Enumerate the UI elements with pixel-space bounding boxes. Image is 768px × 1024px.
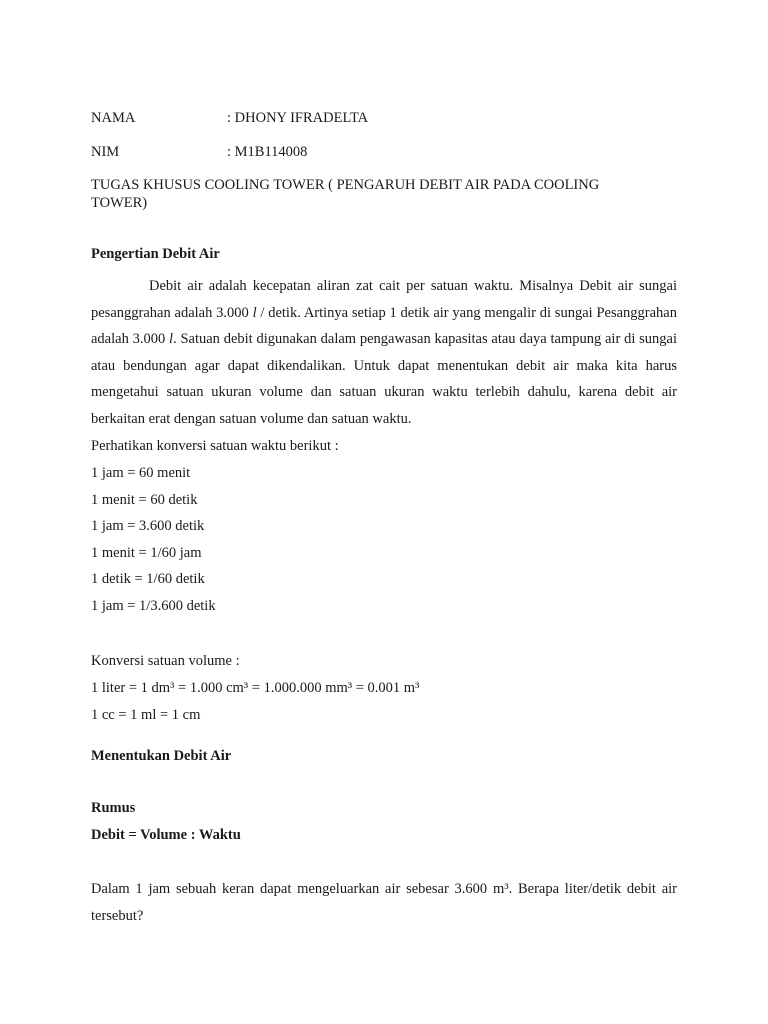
volume-conversion-intro: Konversi satuan volume : [91,653,240,669]
paragraph-text-1: Debit air adalah kecepatan aliran zat cait per satuan waktu. Misalnya Debit air sungai pesanggrahan adalah 3.000 [91,278,677,321]
time-conversion-item: 1 jam = 3.600 detik [91,518,205,534]
nama-value: : DHONY IFRADELTA [227,110,369,126]
section-heading-pengertian: Pengertian Debit Air [91,246,220,262]
liter-unit-symbol: l [169,331,174,347]
rumus-label: Rumus [91,800,136,816]
liter-unit-symbol: l [252,304,257,321]
time-conversion-item: 1 jam = 60 menit [91,465,191,481]
nim-label: NIM [91,144,120,160]
nim-value: : M1B114008 [227,144,308,160]
debit-formula: Debit = Volume : Waktu [91,827,241,843]
nama-label: NAMA [91,110,136,126]
time-conversion-item: 1 jam = 1/3.600 detik [91,598,216,614]
paragraph-text-2: / detik. Artinya setiap 1 detik air yang mengalir di sungai Pesanggrahan adalah 3.000 [91,304,677,347]
paragraph-text-3: . Satuan debit digunakan dalam pengawasan kapasitas atau daya tampung air di sungai atau bendungan agar dapat dikendalikan. Untuk dapat menentukan debit air maka kita harus mengetahui satuan ukuran volume dan satuan ukuran waktu terlebih dahulu, karena debit air berkaitan erat dengan satuan volume dan satuan waktu. [91,331,677,427]
time-conversion-intro: Perhatikan konversi satuan waktu berikut : [91,438,339,454]
definition-paragraph [91,273,677,432]
time-conversion-item: 1 menit = 1/60 jam [91,545,202,561]
section-heading-menentukan: Menentukan Debit Air [91,748,232,764]
time-conversion-item: 1 detik = 1/60 detik [91,571,205,587]
document-title: TUGAS KHUSUS COOLING TOWER ( PENGARUH DEBIT AIR PADA COOLING TOWER) [91,177,600,211]
volume-conversion-item: 1 liter = 1 dm³ = 1.000 cm³ = 1.000.000 mm³ = 0.001 m³ [91,680,420,696]
example-question: Dalam 1 jam sebuah keran dapat mengeluarkan air sebesar 3.600 m³. Berapa liter/detik debit air tersebut? [91,881,677,924]
time-conversion-item: 1 menit = 60 detik [91,492,198,508]
volume-conversion-item: 1 cc = 1 ml = 1 cm [91,707,201,723]
